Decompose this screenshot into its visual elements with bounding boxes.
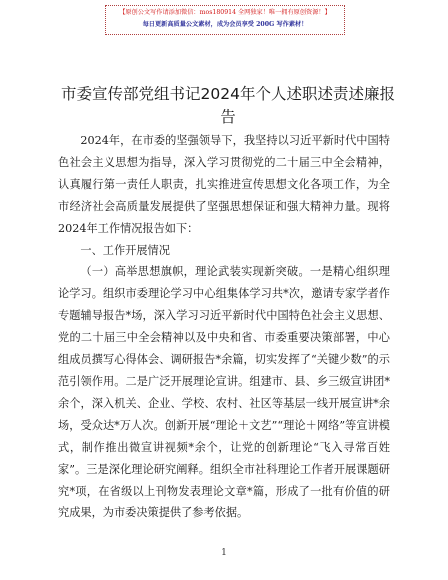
section-heading: 一、工作开展情况 xyxy=(80,243,170,257)
promo-banner-line2: 每日更新高质量公文素材，成为会员享受 200G 写作素材！ xyxy=(142,21,308,28)
document-title: 市委宣传部党组书记2024年个人述职述责述廉报告 xyxy=(61,85,395,126)
document-body xyxy=(58,130,390,524)
section-1-paragraph: （一）高举思想旗帜，理论武装实现新突破。一是精心组织理论学习。组织市委理论学习中心组集体学习共*次，邀请专家学者作专题辅导报告*场，深入学习习近平新时代中国特色社会主义思想、党的二十届三中全会精神以及中央和省、市委重要决策部署，中心组成员撰写心得体会、调研报告*余篇，切实发挥了“关键少数”的示范引领作用。二是广泛开展理论宣讲。组建市、县、乡三级宣讲团*余个，深入机关、企业、学校、农村、社区等基层一线开展宣讲*余场，受众达*万人次。创新开展“理论＋文艺”“理论＋网络”等宣讲模式，制作推出微宣讲视频*余个，让党的创新理论“飞入寻常百姓家”。三是深化理论研究阐释。组织全市社科理论工作者开展课题研究*项，在省级以上刊物发表理论文章*篇，形成了一批有价值的研究成果，为市委决策提供了参考依据。 xyxy=(58,265,390,520)
promo-banner-line1: 【原创公文写作请添加微信：mos180914 全网独家！唯一拥有原创资源！】 xyxy=(119,9,331,16)
promo-banner xyxy=(105,5,345,35)
page-number: 1 xyxy=(221,548,227,558)
intro-paragraph: 2024年，在市委的坚强领导下，我坚持以习近平新时代中国特色社会主义思想为指导，深入学习贯彻党的二十届三中全会精神，认真履行第一责任人职责，扎实推进宣传思想文化各项工作，为全市经济社会高质量发展提供了坚强思想保证和强大精神力量。现将2024年工作情况报告如下： xyxy=(58,134,390,235)
